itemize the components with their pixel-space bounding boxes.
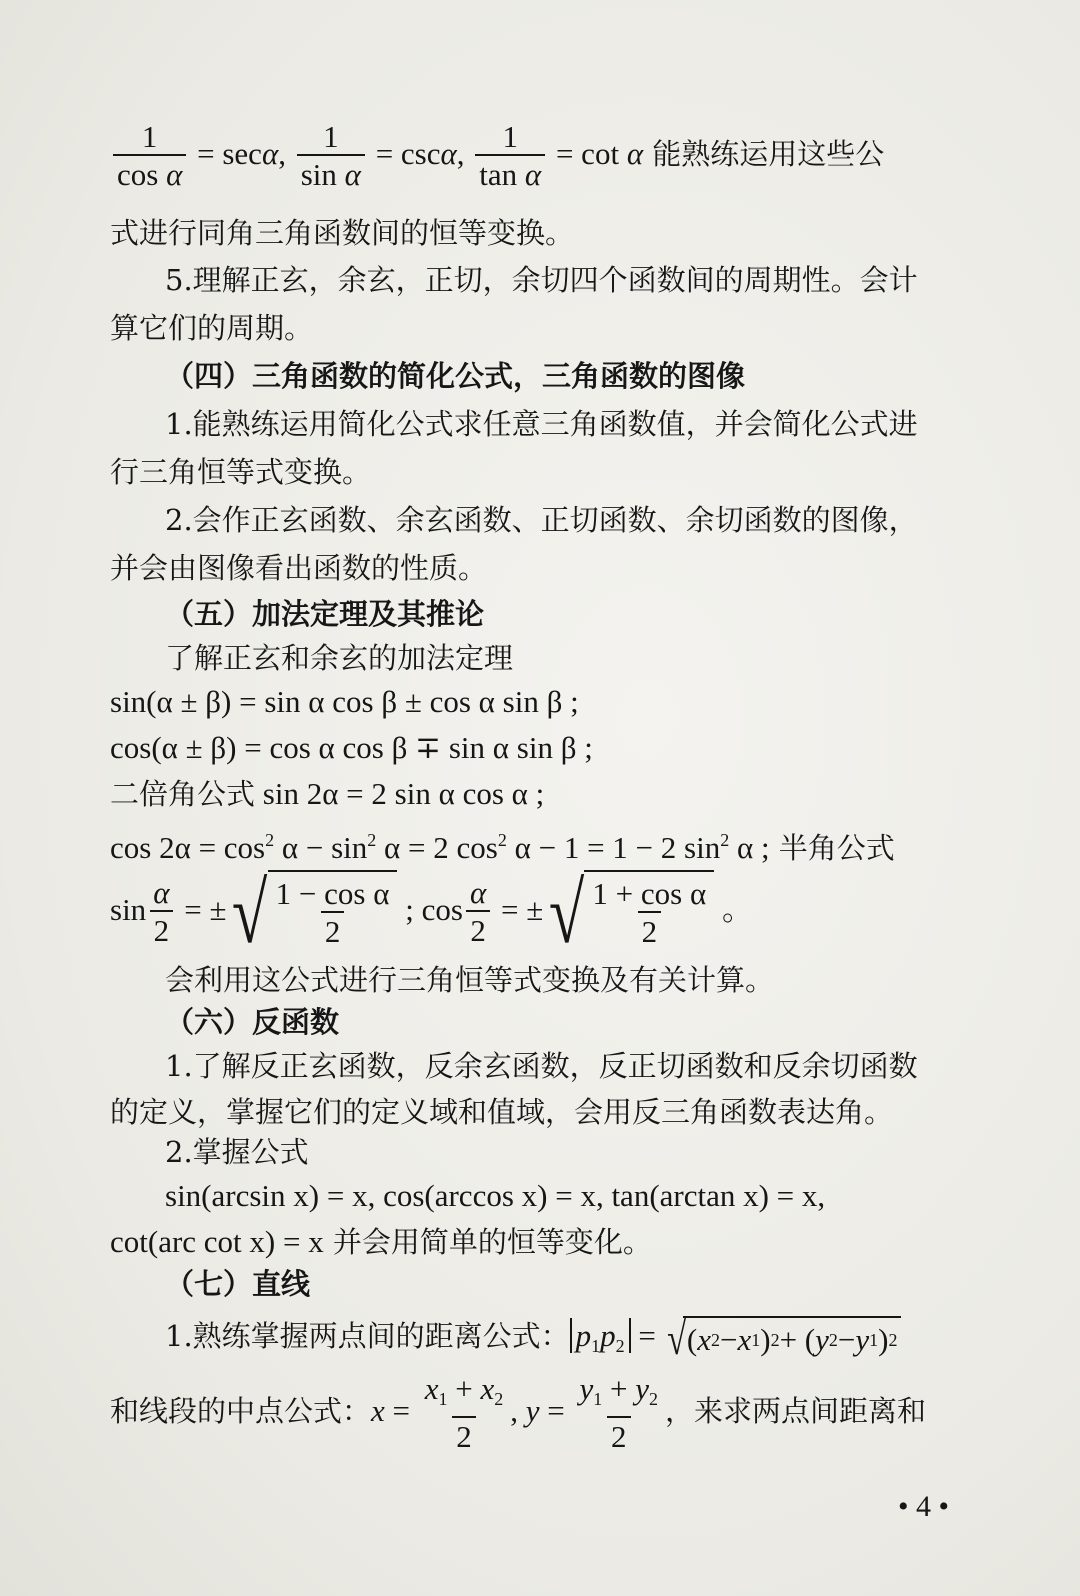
formula-midpoint: x = $\frac{x_1 + x_2}{2}$ , y = $\frac{y_1 + y_2}{2}$: [371, 1371, 659, 1454]
reciprocal-identities: $\frac{1}{\text{cos α}}$ = secα, $\frac{1}{\text{sin α}}$ = cscα, $\frac{1}{\text{tan α}}$ = cot α 能熟练运用这些公: [110, 120, 990, 194]
fraction-csc: $\frac{1}{\text{sin α}}$: [297, 120, 365, 194]
paragraph-text: 1.了解反正玄函数，反余玄函数，反正切函数和反余切函数: [165, 1049, 918, 1083]
distance-formula-line: 1.熟练掌握两点间的距离公式： $p_1p_2$ = √ ( x 2 − x 1 ) 2 + ( y 2 − y 1 ) 2: [165, 1316, 990, 1364]
section-heading: （七）直线: [165, 1267, 311, 1301]
double-angle-line: 二倍角公式 sin 2α = 2 sin α cos α ;: [110, 776, 545, 811]
formula-double-angle: sin 2α = 2 sin α cos α ;: [255, 776, 545, 811]
formula-cos-addition: cos(α ± β) = cos α cos β ∓ sin α sin β ;: [110, 730, 593, 765]
page-number: • 4 •: [898, 1490, 950, 1523]
section-heading: （五）加法定理及其推论: [165, 597, 485, 631]
paragraph-text: 式进行同角三角函数间的恒等变换。: [110, 216, 575, 250]
paragraph-text: 2.会作正玄函数、余玄函数、正切函数、余切函数的图像，: [165, 503, 918, 537]
section-heading: （四）三角函数的简化公式，三角函数的图像: [165, 359, 746, 393]
paragraph-text: 了解正玄和余玄的加法定理: [165, 641, 514, 675]
formula-distance: $p_1p_2$ = √ ( x 2 − x 1 ) 2 + ( y 2 − y 1 ) 2: [570, 1318, 902, 1353]
formula-sin-addition: sin(α ± β) = sin α cos β ± cos α sin β ;: [110, 684, 579, 719]
paragraph-text: 1.能熟练运用简化公式求任意三角函数值，并会简化公式进: [165, 407, 918, 441]
section-heading: （六）反函数: [165, 1005, 340, 1039]
fraction-sec: $\frac{1}{\text{cos α}}$: [113, 120, 186, 194]
formula-arc-identities: sin(arcsin x) = x, cos(arccos x) = x, tan(arctan x) = x,: [165, 1178, 826, 1213]
sqrt-cos-half: √ $\frac{\text{1 + cos α}}{2}$: [543, 870, 714, 956]
arc-cot-line: cot(arc cot x) = x 并会用简单的恒等变化。: [110, 1224, 652, 1259]
paragraph-text: 5.理解正玄，余玄，正切，余切四个函数间的周期性。会计: [165, 263, 918, 297]
formula-cos-double: $\cos 2\alpha = \cos^2 \alpha - \sin^2 \alpha = 2$ $\cos^2 \alpha - 1 = 1 - 2$ $\sin^2 \alpha$ ; 半角公式: [110, 830, 895, 865]
formula-half-angle: sin $\frac{\alpha}{2}$ = ± √ $\frac{\text{1 − cos α}}{2}$ ; cos $\frac{\alpha}{2}$ = ± √ $\frac{\text{1 + cos α}}{2}$ 。: [110, 865, 753, 961]
paragraph-text: 会利用这公式进行三角恒等式变换及有关计算。: [165, 963, 775, 997]
paragraph-text: 2.掌握公式: [165, 1135, 309, 1169]
paragraph-text: 算它们的周期。: [110, 311, 314, 345]
paragraph-text: 并会由图像看出函数的性质。: [110, 551, 488, 585]
paragraph-text: 能熟练运用这些公: [643, 137, 885, 172]
paragraph-text: 行三角恒等式变换。: [110, 455, 372, 489]
fraction-cot: $\frac{1}{\text{tan α}}$: [475, 120, 545, 194]
paragraph-text: 的定义，掌握它们的定义域和值域，会用反三角函数表达角。: [110, 1095, 894, 1129]
midpoint-formula-line: 和线段的中点公式：x = $\frac{x_1 + x_2}{2}$ , y = $\frac{y_1 + y_2}{2}$ ，来求两点间距离和: [110, 1371, 927, 1454]
sqrt-sin-half: √ $\frac{\text{1 − cos α}}{2}$: [226, 870, 397, 956]
